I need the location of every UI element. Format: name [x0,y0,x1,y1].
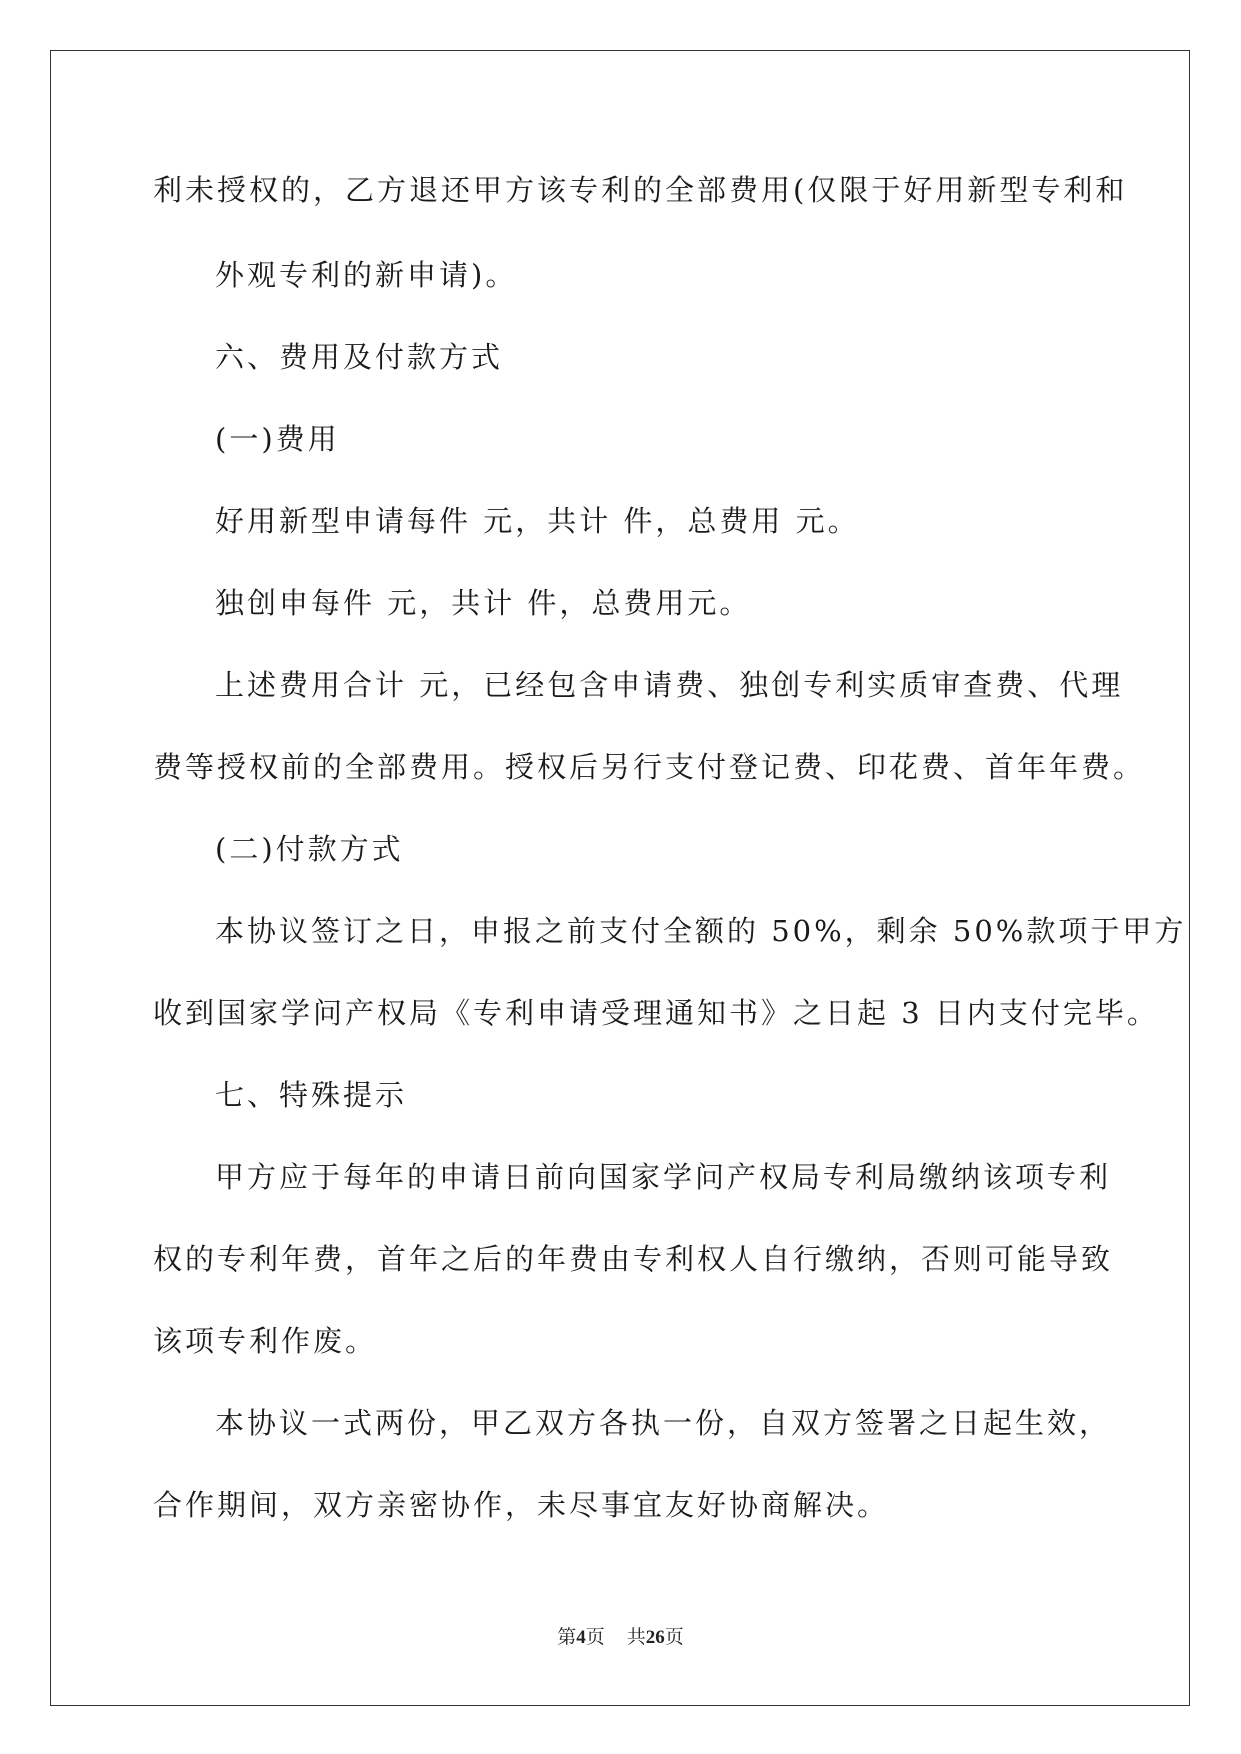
page-footer [0,1622,1241,1649]
page-prefix: 第 [557,1627,577,1648]
text-line-2: 外观专利的新申请)。 [215,258,518,292]
subsection-heading-payment: (二)付款方式 [215,832,404,866]
total-suffix: 页 [664,1627,684,1648]
text-line-notice-3: 该项专利作废。 [153,1324,378,1358]
text-line-notice-2: 权的专利年费，首年之后的年费由专利权人自行缴纳，否则可能导致 [153,1242,1114,1276]
text-line-payment-1: 本协议签订之日，申报之前支付全额的 50%，剩余 50%款项于甲方 [215,914,1187,948]
total-prefix: 共 [626,1627,646,1648]
text-line-invention-fee: 独创申每件 元，共计 件，总费用元。 [215,586,752,620]
text-line-payment-2: 收到国家学问产权局《专利申请受理通知书》之日起 3 日内支付完毕。 [153,996,1159,1030]
total-pages: 26 [645,1627,665,1648]
section-heading-6: 六、费用及付款方式 [215,340,504,374]
text-line-total-fee: 上述费用合计 元，已经包含申请费、独创专利实质审查费、代理 [215,668,1124,702]
text-line-1: 利未授权的，乙方退还甲方该专利的全部费用(仅限于好用新型专利和 [153,173,1128,207]
page-border [50,50,1190,1706]
page-suffix: 页 [585,1627,605,1648]
text-line-notice-1: 甲方应于每年的申请日前向国家学问产权局专利局缴纳该项专利 [215,1160,1112,1194]
text-line-closing-2: 合作期间，双方亲密协作，未尽事宜友好协商解决。 [153,1488,890,1522]
text-line-utility-fee: 好用新型申请每件 元，共计 件，总费用 元。 [215,504,860,538]
text-line-fee-detail: 费等授权前的全部费用。授权后另行支付登记费、印花费、首年年费。 [153,750,1146,784]
section-heading-7: 七、特殊提示 [215,1078,408,1112]
text-line-closing-1: 本协议一式两份，甲乙双方各执一份，自双方签署之日起生效， [215,1406,1112,1440]
page-number: 4 [576,1627,586,1648]
subsection-heading-fees: (一)费用 [215,422,340,456]
